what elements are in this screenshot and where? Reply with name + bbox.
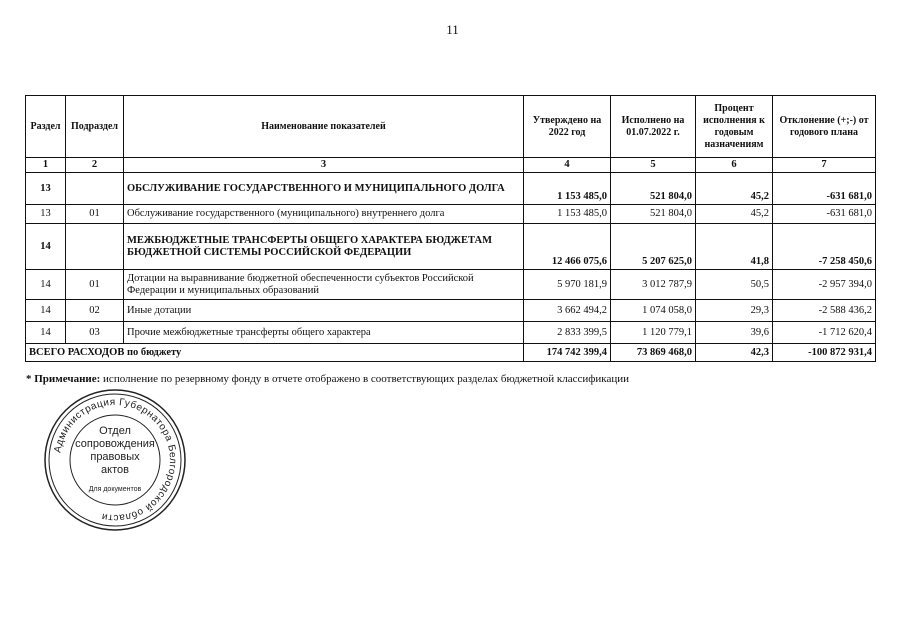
cell-percent: 45,2 — [696, 205, 773, 224]
cell-approved: 12 466 075,6 — [524, 224, 611, 270]
cell-razdel: 14 — [26, 270, 66, 300]
column-number: 5 — [611, 158, 696, 173]
cell-approved: 1 153 485,0 — [524, 173, 611, 205]
cell-podrazdel — [66, 224, 124, 270]
cell-name: МЕЖБЮДЖЕТНЫЕ ТРАНСФЕРТЫ ОБЩЕГО ХАРАКТЕРА БЮДЖЕТАМ БЮДЖЕТНОЙ СИСТЕМЫ РОССИЙСКОЙ ФЕДЕРАЦИИ — [124, 224, 524, 270]
stamp-bottom-text: Для документов — [88, 485, 142, 493]
footnote-prefix: * Примечание: — [26, 373, 101, 385]
total-label: ВСЕГО РАСХОДОВ по бюджету — [26, 344, 524, 362]
cell-percent: 29,3 — [696, 300, 773, 322]
table-row — [26, 300, 876, 322]
stamp-line: сопровождения — [75, 437, 155, 450]
cell-name: Иные дотации — [124, 300, 524, 322]
header-razdel: Раздел — [26, 96, 66, 158]
table-row — [26, 224, 876, 270]
header-deviation: Отклонение (+;-) от годового плана — [773, 96, 876, 158]
cell-executed: 521 804,0 — [611, 173, 696, 205]
cell-percent: 50,5 — [696, 270, 773, 300]
table-header-row — [26, 96, 876, 158]
cell-deviation: -2 957 394,0 — [773, 270, 876, 300]
table-row — [26, 322, 876, 344]
cell-percent: 41,8 — [696, 224, 773, 270]
header-name: Наименование показателей — [124, 96, 524, 158]
cell-podrazdel: 01 — [66, 270, 124, 300]
stamp-line: Отдел — [99, 424, 131, 437]
header-percent: Процент исполнения к годовым назначениям — [696, 96, 773, 158]
footnote — [26, 373, 629, 385]
column-number: 4 — [524, 158, 611, 173]
cell-percent: 45,2 — [696, 173, 773, 205]
total-percent: 42,3 — [696, 344, 773, 362]
stamp-line: правовых — [90, 450, 140, 463]
cell-podrazdel: 03 — [66, 322, 124, 344]
cell-executed: 1 120 779,1 — [611, 322, 696, 344]
cell-approved: 5 970 181,9 — [524, 270, 611, 300]
cell-approved: 3 662 494,2 — [524, 300, 611, 322]
cell-executed: 3 012 787,9 — [611, 270, 696, 300]
cell-approved: 2 833 399,5 — [524, 322, 611, 344]
cell-podrazdel — [66, 173, 124, 205]
cell-razdel: 13 — [26, 173, 66, 205]
column-number: 2 — [66, 158, 124, 173]
cell-name: Обслуживание государственного (муниципального) внутреннего долга — [124, 205, 524, 224]
cell-razdel: 14 — [26, 300, 66, 322]
cell-percent: 39,6 — [696, 322, 773, 344]
header-executed: Исполнено на 01.07.2022 г. — [611, 96, 696, 158]
header-podrazdel: Подраздел — [66, 96, 124, 158]
total-row — [26, 344, 876, 362]
table-row — [26, 270, 876, 300]
total-deviation: -100 872 931,4 — [773, 344, 876, 362]
cell-name: Прочие межбюджетные трансферты общего характера — [124, 322, 524, 344]
cell-deviation: -7 258 450,6 — [773, 224, 876, 270]
budget-table — [25, 95, 876, 362]
cell-podrazdel: 02 — [66, 300, 124, 322]
cell-executed: 5 207 625,0 — [611, 224, 696, 270]
cell-executed: 521 804,0 — [611, 205, 696, 224]
page-number: 11 — [446, 22, 459, 37]
stamp-inner — [40, 385, 190, 535]
cell-deviation: -2 588 436,2 — [773, 300, 876, 322]
column-number: 7 — [773, 158, 876, 173]
cell-razdel: 14 — [26, 224, 66, 270]
cell-podrazdel: 01 — [66, 205, 124, 224]
cell-approved: 1 153 485,0 — [524, 205, 611, 224]
column-number: 6 — [696, 158, 773, 173]
cell-razdel: 14 — [26, 322, 66, 344]
column-number-row — [26, 158, 876, 173]
header-approved: Утверждено на 2022 год — [524, 96, 611, 158]
cell-deviation: -1 712 620,4 — [773, 322, 876, 344]
cell-razdel: 13 — [26, 205, 66, 224]
total-approved: 174 742 399,4 — [524, 344, 611, 362]
cell-name: Дотации на выравнивание бюджетной обеспеченности субъектов Российской Федерации и муниципальных образований — [124, 270, 524, 300]
footnote-text: исполнение по резервному фонду в отчете отображено в соответствующих разделах бюджетной классификации — [100, 373, 630, 385]
stamp-line: актов — [101, 463, 129, 476]
cell-name: ОБСЛУЖИВАНИЕ ГОСУДАРСТВЕННОГО И МУНИЦИПАЛЬНОГО ДОЛГА — [124, 173, 524, 205]
table-row — [26, 205, 876, 224]
cell-deviation: -631 681,0 — [773, 173, 876, 205]
cell-executed: 1 074 058,0 — [611, 300, 696, 322]
column-number: 3 — [124, 158, 524, 173]
column-number: 1 — [26, 158, 66, 173]
table-row — [26, 173, 876, 205]
cell-deviation: -631 681,0 — [773, 205, 876, 224]
stamp-ring-text: Администрация Губернатора Белгородской области — [52, 396, 179, 524]
total-executed: 73 869 468,0 — [611, 344, 696, 362]
stamp — [40, 385, 190, 535]
